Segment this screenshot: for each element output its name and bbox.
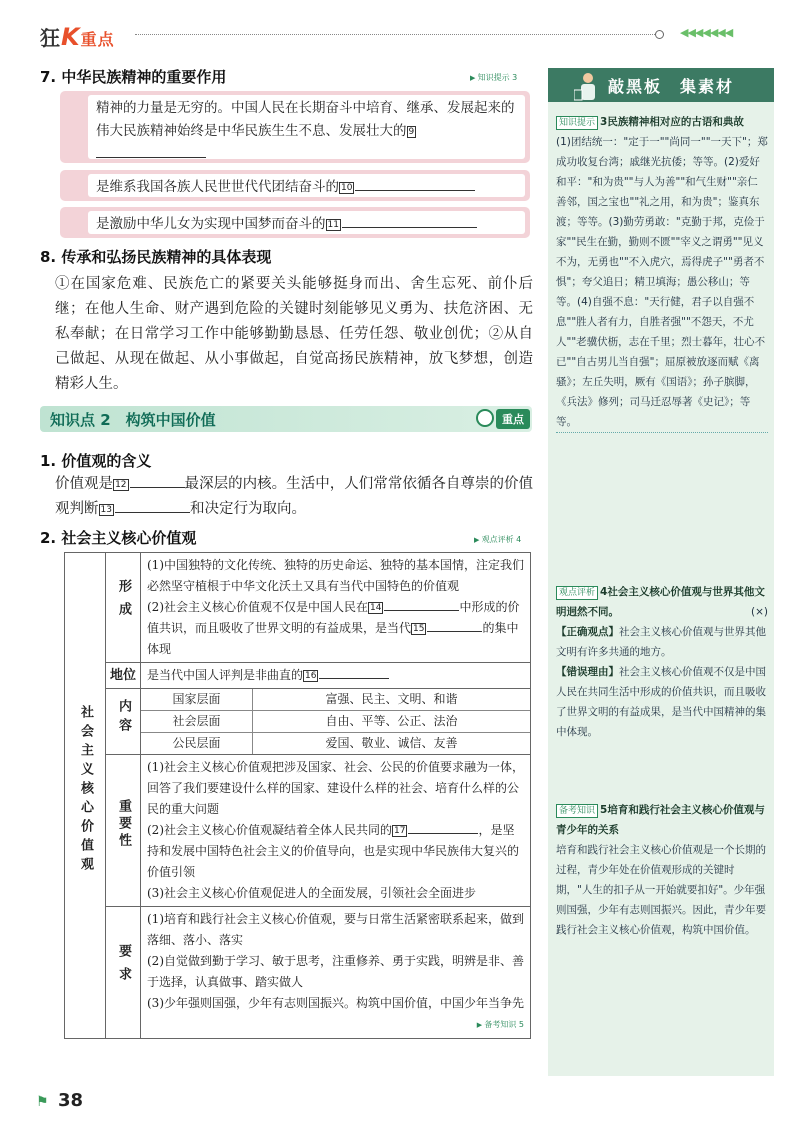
- knowledge-point-bar: [40, 406, 532, 432]
- importance-point-3: (3)社会主义核心价值观促进人的全面发展，引领社会全面进步: [147, 886, 477, 900]
- core-values-tip: ▶ 观点评析 4: [474, 534, 521, 545]
- row-label: 内容: [116, 699, 131, 737]
- block-text: (1)团结统一："定于一""尚同一""一天下"；郑成功收复台湾；戚继光抗倭；等等。(2)爱好和平："和为贵""与人为善""和气生财""亲仁善邻，国之宝也""礼之用，和为贵"；鉴真东渡；等等。(3)勤劳勇敢："克勤于邦，克俭于家""民生在勤，勤则不匮""宰义之谓勇""见义不为，无勇也""不入虎穴，焉得虎子""勇者不惧"；夸父追日；精卫填海；愚公移山；等等。(4)自强不息："天行健，君子以自强不息""胜人者有力，自胜者强""不怨天，不尤人""老骥伏枥，志在千里；烈士暮年，壮心不已""自古男儿当自强"；屈原被放逐而赋《离骚》；左丘失明，厥有《国语》；孙子膑脚，《兵法》修列；司马迁忍辱著《史记》；等等。: [556, 132, 768, 433]
- role-box-2-text: 是维系我国各族人民世世代代团结奋斗的: [96, 179, 339, 195]
- text-segment: 价值观是: [55, 476, 114, 492]
- fill-blank[interactable]: [319, 678, 389, 679]
- text-segment: 最深层的内核。生活中，人们常常依循各自尊崇的价值观判断: [55, 476, 533, 517]
- row-label: 重要性: [116, 799, 131, 850]
- requirement-point-3: (3)少年强则国强，少年有志则国振兴。构筑中国价值，中国少年当争先: [147, 996, 525, 1010]
- row-label: 地位: [109, 667, 136, 683]
- value-meaning-paragraph: [55, 472, 533, 522]
- text-segment: (2)社会主义核心价值观凝结着全体人民共同的: [147, 823, 392, 837]
- value-meaning-title: 1. 价值观的含义: [40, 452, 152, 470]
- header-dot: [655, 30, 664, 39]
- blank-number: 17: [394, 826, 406, 836]
- knowledge-point-title: 知识点 2 构筑中国价值: [50, 411, 216, 429]
- text-segment: 中形成的价值共识，而且吸收了世界文明的有益成果，是当代: [147, 600, 520, 635]
- blank-number: 11: [327, 220, 339, 230]
- sidebar-block-1: [556, 112, 768, 433]
- page-number: 38: [58, 1090, 84, 1111]
- header-divider: [135, 34, 655, 35]
- fill-blank[interactable]: [342, 227, 477, 228]
- requirement-point-1: (1)培育和践行社会主义核心价值观，要与日常生活紧密联系起来，做到落细、落小、落实: [147, 912, 525, 947]
- core-values-title: 2. 社会主义核心价值观: [40, 529, 197, 547]
- role-box-1-text: 精神的力量是无穷的。中国人民在长期奋斗中培育、继承、发展起来的伟大民族精神始终是中华民族生生不息、发展壮大的: [96, 100, 515, 139]
- content-subtable: [141, 689, 530, 754]
- content-value: 富强、民主、文明、和谐: [253, 689, 530, 711]
- block-text: 培育和践行社会主义核心价值观是一个长期的过程，青少年处在价值观形成的关键时期，"人生的扣子从一开始就要扣好"。少年强则国强，少年有志则国振兴。因此，青少年要践行社会主义核心价值观，构筑中国价值。: [556, 844, 766, 936]
- section-8-paragraph: ①在国家危难、民族危亡的紧要关头能够挺身而出、舍生忘死、前仆后继；在他人生命、财产遇到危险的关键时刻能够见义勇为、扶危济困、无私奉献；在日常学习工作中能够勤勤恳恳、任劳任怨、敬业创优；②从自己做起、从现在做起、从小事做起，自觉高扬民族精神，放飞梦想，创造精彩人生。: [55, 276, 533, 392]
- role-box-1: [60, 91, 530, 163]
- fill-blank[interactable]: [355, 190, 475, 191]
- text-segment: 是当代中国人评判是非曲直的: [147, 668, 304, 682]
- content-level: 公民层面: [141, 733, 253, 755]
- content-cell: [141, 689, 531, 755]
- brand-logo: 狂K重点: [40, 23, 115, 51]
- position-cell: [141, 663, 531, 689]
- text-segment: 的集中体现: [147, 621, 519, 656]
- importance-point-1: (1)社会主义核心价值观把涉及国家、社会、公民的价值要求融为一体，回答了我们要建设什么样的国家、建设什么样的社会、培育什么样的公民的重大问题: [147, 760, 525, 816]
- tag-label: 知识提示: [556, 116, 598, 130]
- teacher-icon: [574, 70, 602, 102]
- fill-blank[interactable]: [115, 512, 190, 513]
- row-label-cell: [106, 689, 141, 755]
- key-point-badge: 重点: [496, 409, 530, 429]
- fill-blank[interactable]: [96, 157, 206, 158]
- tag-label: 观点评析: [556, 586, 598, 600]
- sidebar-panel: [548, 68, 774, 1076]
- text-segment: (2)社会主义核心价值观不仅是中国人民在: [147, 600, 368, 614]
- row-label-cell: [106, 755, 141, 907]
- content-row: [141, 733, 530, 755]
- sidebar-block-2: [556, 582, 768, 742]
- text-segment: 和决定行为取向。: [189, 501, 306, 517]
- role-box-3: [60, 207, 530, 238]
- table-category-cell: [65, 553, 106, 1039]
- role-box-3-text: 是激励中华儿女为实现中国梦而奋斗的: [96, 216, 326, 232]
- fill-blank[interactable]: [130, 487, 185, 488]
- section-7-tip: ▶ 知识提示 3: [470, 72, 517, 83]
- row-label: 形成: [116, 578, 131, 625]
- blank-number: 15: [413, 624, 425, 634]
- importance-point-2: [147, 820, 524, 883]
- sidebar-block-3: [556, 800, 768, 940]
- blank-number: 12: [115, 480, 127, 490]
- point-label: 【正确观点】: [556, 626, 619, 638]
- content-value: 自由、平等、公正、法治: [253, 711, 530, 733]
- point-text: 社会主义核心价值观与世界其他文明有许多共通的地方。: [556, 626, 766, 658]
- blank-number: 16: [305, 671, 317, 681]
- importance-cell: [141, 755, 531, 907]
- point-label: 【错误理由】: [556, 666, 619, 678]
- core-values-table: [64, 552, 531, 1039]
- target-icon: [476, 409, 494, 427]
- header-arrows: ◀◀◀◀◀◀◀: [680, 26, 733, 39]
- blank-number: 13: [100, 505, 112, 515]
- text-segment: ，是坚持和发展中国特色社会主义的价值导向，也是实现中华民族伟大复兴的价值引领: [147, 823, 520, 879]
- point-text: 社会主义核心价值观不仅是中国人民在共同生活中形成的价值共识，而且吸收了世界文明的有益成果，是当代中国精神的集中体现。: [556, 666, 766, 738]
- content-row: [141, 689, 530, 711]
- tag-label: 备考知识: [556, 804, 598, 818]
- blank-number: 9: [408, 127, 415, 137]
- judgement-mark: (×): [751, 606, 768, 618]
- blank-number: 10: [341, 183, 353, 193]
- category-label: 社会主义核心价值观: [78, 704, 93, 876]
- runner-icon: ⚑: [36, 1094, 49, 1110]
- content-value: 爱国、敬业、诚信、友善: [325, 736, 458, 750]
- blank-number: 14: [370, 603, 382, 613]
- row-label-cell: [106, 907, 141, 1039]
- row-label: 要求: [116, 943, 131, 990]
- sidebar-header: [548, 68, 774, 102]
- row-label-cell: [106, 553, 141, 663]
- fill-blank[interactable]: [384, 610, 459, 611]
- formation-point-2: [147, 597, 524, 660]
- fill-blank[interactable]: [427, 631, 482, 632]
- content-row: [141, 711, 530, 733]
- formation-point-1: (1)中国独特的文化传统、独特的历史命运、独特的基本国情，注定我们必然坚守植根于中华文化沃土又具有当代中国特色的价值观: [147, 558, 525, 593]
- fill-blank[interactable]: [408, 833, 478, 834]
- block-title: 5培育和践行社会主义核心价值观与青少年的关系: [556, 804, 765, 836]
- block-title: 4社会主义核心价值观与世界其他文明迥然不同。: [556, 586, 765, 618]
- block-title: 3民族精神相对应的古语和典故: [600, 116, 744, 128]
- sidebar-title: 敲黑板 集素材: [608, 77, 735, 96]
- row-label-cell: [106, 663, 141, 689]
- content-level: 国家层面: [141, 689, 253, 711]
- section-7-title: 7. 中华民族精神的重要作用: [40, 68, 227, 86]
- role-box-2: [60, 170, 530, 201]
- section-8-title: 8. 传承和弘扬民族精神的具体表现: [40, 248, 272, 266]
- content-level: 社会层面: [141, 711, 253, 733]
- requirement-tip: ▶ 备考知识 5: [147, 1014, 524, 1036]
- requirement-cell: [141, 907, 531, 1039]
- formation-cell: [141, 553, 531, 663]
- requirement-point-2: (2)自觉做到勤于学习、敏于思考，注重修养、勇于实践，明辨是非、善于选择，认真做事、踏实做人: [147, 954, 525, 989]
